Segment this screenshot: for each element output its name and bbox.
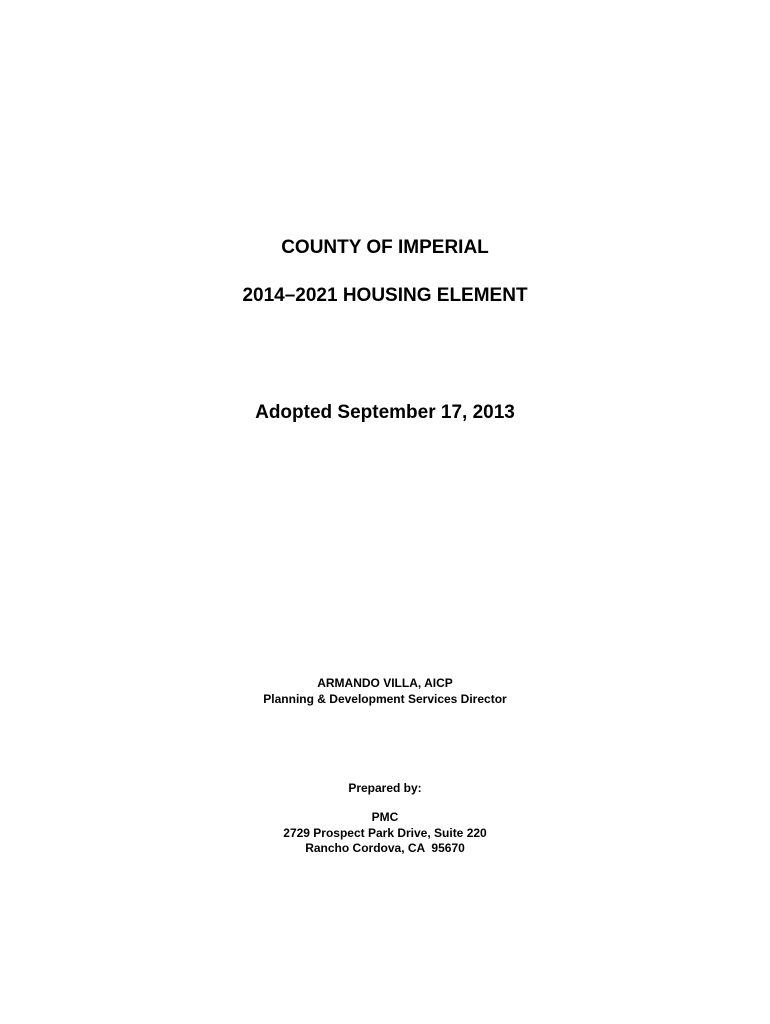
preparer-address-line-2: Rancho Cordova, CA 95670 bbox=[305, 841, 465, 855]
prepared-by-label: Prepared by: bbox=[348, 781, 422, 795]
official-name: ARMANDO VILLA, AICP bbox=[317, 676, 453, 690]
housing-element-title: 2014–2021 HOUSING ELEMENT bbox=[242, 285, 528, 306]
county-title: COUNTY OF IMPERIAL bbox=[281, 237, 489, 258]
official-title: Planning & Development Services Director bbox=[263, 692, 507, 706]
adopted-date: Adopted September 17, 2013 bbox=[255, 402, 515, 423]
preparer-name: PMC bbox=[371, 810, 399, 824]
preparer-address-line-1: 2729 Prospect Park Drive, Suite 220 bbox=[283, 826, 487, 840]
